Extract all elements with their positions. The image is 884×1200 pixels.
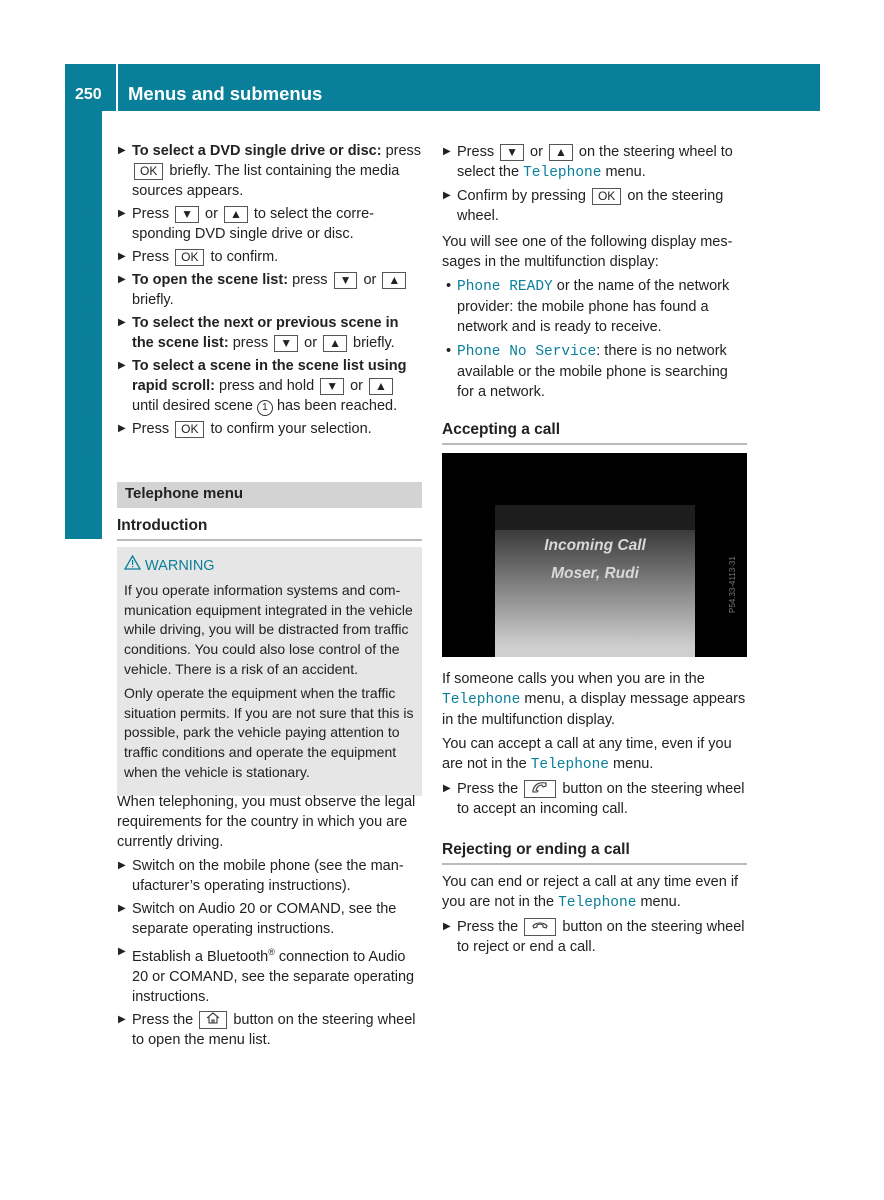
list-item: ▶ Press the button on the steering wheel to reject or end a call.: [443, 919, 745, 955]
list-item: ▶ To select a scene in the scene list using rapid scroll: press and hold ▼ or ▲ until desired scene 1 has been reached.: [118, 358, 407, 414]
list-item: ▶ Switch on Audio 20 or COMAND, see the separate operating instructions.: [118, 901, 397, 937]
list-item: ▶ Press the button on the steering wheel to accept an incoming call.: [443, 781, 745, 817]
up-key: ▲: [369, 378, 393, 395]
display-messages-paragraph: You will see one of the following display messages in the multifunction display:: [442, 234, 733, 270]
home-key: [199, 1011, 227, 1029]
right-column: [442, 142, 748, 406]
ok-key: OK: [134, 163, 163, 180]
up-key: ▲: [224, 206, 248, 223]
display-screenshot: [442, 453, 747, 657]
page-number: 250: [75, 86, 102, 103]
rejecting-heading-block: [442, 841, 747, 873]
page-header: [65, 64, 820, 111]
image-code: P54.33-4113-31: [728, 556, 737, 613]
list-item: ▶ Confirm by pressing OK on the steering wheel.: [443, 188, 724, 224]
list-item: ▶ Press the button on the steering wheel to open the menu list.: [118, 1011, 416, 1048]
accept-anytime-paragraph: You can accept a call at any time, even if you are not in the Telephone menu.: [442, 736, 732, 773]
home-icon: [206, 1012, 220, 1024]
up-key: ▲: [323, 335, 347, 352]
screen-topbar: [495, 505, 695, 530]
list-item: • Phone No Service: there is no network available or the mobile phone is searching for a network.: [446, 343, 728, 400]
down-key: ▼: [334, 272, 358, 289]
incoming-call-label: Incoming Call: [544, 537, 646, 554]
list-item: ▶ Press ▼ or ▲ to select the corresponding DVD single drive or disc.: [118, 206, 374, 242]
list-item: • Phone READY or the name of the network provider: the mobile phone has found a network and is ready to receive.: [446, 278, 730, 335]
up-key: ▲: [382, 272, 406, 289]
warning-text: Only operate the equipment when the traffic situation permits. If you are not sure that this is possible, park the vehicle paying attention to traffic conditions and operate the equipment when the vehicle is stationary.: [124, 684, 414, 780]
side-tab-label: On-board computer and displays: [71, 165, 94, 479]
telephoning-paragraph: When telephoning, you must observe the legal requirements for the country in which you are currently driving.: [117, 794, 416, 850]
ok-key: OK: [175, 249, 204, 266]
warning-title: WARNING: [145, 558, 215, 574]
telephone-menu-heading: Telephone menu: [117, 482, 422, 508]
warning-header: [124, 555, 415, 577]
left-column-lower: [117, 792, 423, 1053]
up-key: ▲: [549, 144, 573, 161]
list-item: ▶ To select a DVD single drive or disc: press OK briefly. The list containing the media sources appears.: [118, 143, 422, 199]
section-title: Menus and submenus: [128, 83, 323, 104]
accepting-heading-block: [442, 421, 747, 453]
list-item: ▶ Press OK to confirm your selection.: [118, 421, 372, 437]
list-item: ▶ To open the scene list: press ▼ or ▲ briefly.: [117, 270, 423, 310]
right-column-lower: [442, 669, 748, 822]
list-item: ▶ Establish a Bluetooth® connection to Audio 20 or COMAND, see the separate operating instructions.: [118, 946, 415, 1005]
accept-call-key: [524, 780, 556, 798]
header-divider: [116, 64, 118, 111]
ok-key: OK: [592, 188, 621, 205]
down-key: ▼: [320, 378, 344, 395]
list-item: ▶ Press OK to confirm.: [118, 249, 279, 265]
phone-accept-icon: [531, 781, 549, 793]
down-key: ▼: [500, 144, 524, 161]
ok-key: OK: [175, 421, 204, 438]
incoming-paragraph: If someone calls you when you are in the Telephone menu, a display message appears in the multifunction display.: [442, 671, 746, 728]
list-item: ▶ To select the next or previous scene in the scene list: press ▼ or ▲ briefly.: [118, 315, 399, 351]
caller-name: Moser, Rudi: [551, 565, 639, 582]
rejecting-heading: Rejecting or ending a call: [442, 841, 747, 865]
warning-text: If you operate information systems and communication equipment integrated in the vehicle while driving, you will be distracted from traffic conditions. You could also lose control of the vehicle. There is a risk of an accident.: [124, 581, 413, 677]
right-column-bottom: [442, 872, 748, 960]
down-key: ▼: [175, 206, 199, 223]
scene-number-icon: 1: [257, 400, 273, 416]
introduction-heading: Introduction: [117, 517, 422, 541]
phone-end-icon: [531, 919, 549, 931]
list-item: ▶ Press ▼ or ▲ on the steering wheel to select the Telephone menu.: [443, 144, 733, 181]
end-call-key: [524, 918, 556, 936]
left-column: [117, 141, 423, 442]
warning-box: [117, 547, 422, 796]
list-item: ▶ Switch on the mobile phone (see the manufacturer’s operating instructions).: [118, 858, 404, 894]
introduction-heading-block: [117, 517, 422, 549]
down-key: ▼: [274, 335, 298, 352]
accepting-heading: Accepting a call: [442, 421, 747, 445]
end-reject-paragraph: You can end or reject a call at any time even if you are not in the Telephone menu.: [442, 874, 739, 911]
warning-triangle-icon: [124, 558, 145, 574]
